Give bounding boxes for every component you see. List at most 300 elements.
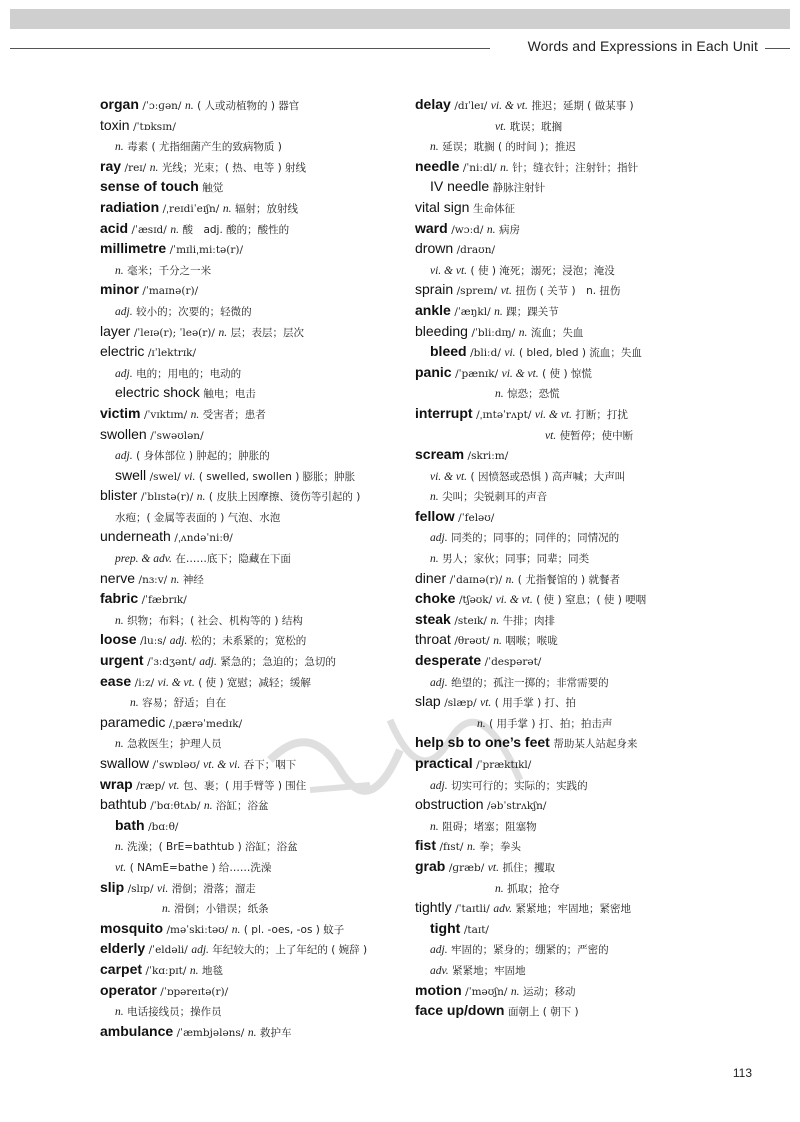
vocab-line bbox=[415, 691, 755, 712]
part-of-speech: n. bbox=[115, 1006, 124, 1019]
vocab-line bbox=[415, 321, 755, 342]
phonetic: /ˈblɪstə(r)/ bbox=[140, 491, 194, 504]
vocab-line bbox=[415, 362, 755, 383]
phonetic: /ɡræb/ bbox=[448, 861, 485, 874]
part-of-speech: adj. bbox=[430, 676, 448, 689]
vocab-line bbox=[415, 1000, 755, 1021]
vocab-line bbox=[100, 877, 430, 898]
vocab-line bbox=[415, 815, 755, 836]
headword: interrupt bbox=[415, 404, 473, 421]
gloss: 生命体征 bbox=[472, 202, 515, 215]
headword: layer bbox=[100, 322, 131, 339]
part-of-speech: n. bbox=[500, 161, 509, 174]
gloss: 紧紧地；牢固地；紧密地 bbox=[515, 903, 631, 916]
header-rule-left bbox=[10, 48, 490, 49]
header-rule-right bbox=[765, 48, 790, 49]
part-of-speech: vt. bbox=[500, 285, 512, 298]
vocab-line bbox=[415, 835, 755, 856]
phonetic: /taɪt/ bbox=[463, 923, 489, 936]
part-of-speech: n. bbox=[203, 800, 213, 813]
part-of-speech: n. bbox=[493, 635, 502, 648]
part-of-speech: vt. bbox=[495, 120, 507, 133]
gloss: 阻碍；堵塞；阻塞物 bbox=[442, 820, 537, 833]
phonetic: /ˌpærəˈmedɪk/ bbox=[168, 717, 243, 730]
part-of-speech: n. bbox=[149, 161, 159, 174]
vocab-line bbox=[100, 279, 430, 300]
gloss: ( 人或动植物的 ) 器官 bbox=[197, 100, 300, 112]
gloss: 尖叫；尖锐刺耳的声音 bbox=[442, 491, 548, 504]
headword: ambulance bbox=[100, 1022, 174, 1039]
part-of-speech: n. bbox=[189, 964, 199, 977]
headword: diner bbox=[415, 569, 447, 586]
part-of-speech: n. bbox=[430, 820, 439, 833]
part-of-speech: n. bbox=[115, 264, 124, 277]
vocab-line bbox=[415, 218, 755, 239]
gloss: 年纪较大的；上了年纪的 ( 婉辞 ) bbox=[212, 944, 368, 957]
headword: choke bbox=[415, 590, 456, 607]
vocab-line bbox=[100, 671, 430, 692]
part-of-speech: n. bbox=[510, 985, 520, 998]
vocab-line bbox=[415, 547, 755, 568]
phonetic: /draʊn/ bbox=[456, 244, 495, 257]
vocab-line bbox=[100, 980, 430, 1001]
gloss: ( 使 ) 宽慰；减轻；缓解 bbox=[198, 676, 311, 689]
phonetic: /ˈvɪktɪm/ bbox=[143, 408, 188, 421]
vocab-line bbox=[100, 547, 430, 568]
vocab-line bbox=[415, 485, 755, 506]
vocab-line bbox=[415, 465, 755, 486]
vocab-line bbox=[415, 444, 755, 465]
vocab-line bbox=[100, 1021, 430, 1042]
vocab-line bbox=[415, 609, 755, 630]
vocab-line bbox=[415, 403, 755, 424]
phonetic: /skriːm/ bbox=[467, 450, 509, 463]
part-of-speech: vi. bbox=[157, 882, 169, 895]
vocab-line bbox=[100, 568, 430, 589]
gloss: ( 用手掌 ) 打、拍；拍击声 bbox=[489, 717, 613, 730]
headword: electric shock bbox=[115, 384, 200, 401]
phonetic: /ˈleɪə(r); ˈleə(r)/ bbox=[133, 326, 215, 339]
gloss: 耽误；耽搁 bbox=[509, 120, 563, 133]
headword: millimetre bbox=[100, 240, 167, 257]
phonetic: /nɜːv/ bbox=[138, 573, 168, 586]
vocab-line bbox=[415, 197, 755, 218]
headword: paramedic bbox=[100, 713, 166, 730]
vocab-line bbox=[415, 753, 755, 774]
vocab-line bbox=[100, 341, 430, 362]
headword: grab bbox=[415, 857, 446, 874]
headword: wrap bbox=[100, 775, 133, 792]
part-of-speech: n. bbox=[170, 223, 179, 236]
headword: IV needle bbox=[430, 178, 490, 195]
vocab-line bbox=[100, 938, 430, 959]
headword: ray bbox=[100, 157, 122, 174]
gloss: ( 使 ) 惊慌 bbox=[542, 367, 592, 380]
headword: ease bbox=[100, 672, 132, 689]
part-of-speech: vi. & vt. bbox=[534, 408, 572, 421]
headword: drown bbox=[415, 240, 454, 257]
phonetic: /spreɪn/ bbox=[456, 285, 498, 298]
headword: needle bbox=[415, 157, 460, 174]
vocab-line bbox=[100, 959, 430, 980]
gloss: 牢固的；紧身的；绷紧的；严密的 bbox=[451, 944, 609, 957]
gloss: 浴缸；浴盆 bbox=[215, 800, 269, 813]
gloss: 抓住；攫取 bbox=[502, 861, 555, 874]
vocab-line bbox=[415, 629, 755, 650]
phonetic: /ˈniːdl/ bbox=[462, 161, 497, 174]
gloss: 紧紧地；牢固地 bbox=[452, 964, 526, 977]
vocab-line bbox=[415, 732, 755, 753]
phonetic: /tʃəʊk/ bbox=[458, 594, 493, 607]
part-of-speech: n. bbox=[130, 697, 139, 710]
part-of-speech: n. bbox=[477, 717, 486, 730]
gloss: 包、裹；( 用手臂等 ) 围住 bbox=[183, 779, 307, 792]
phonetic: /ˈswɒləʊ/ bbox=[152, 759, 200, 771]
phonetic: /slæp/ bbox=[444, 697, 477, 710]
gloss: 运动；移动 bbox=[523, 985, 576, 998]
phonetic: /slɪp/ bbox=[127, 882, 154, 895]
part-of-speech: vi. & vt. bbox=[490, 100, 528, 112]
vocab-column-left bbox=[100, 94, 430, 1041]
headword: elderly bbox=[100, 940, 146, 957]
vocab-line bbox=[100, 238, 430, 259]
vocab-line bbox=[415, 959, 755, 980]
gloss: 触电；电击 bbox=[203, 388, 256, 401]
gloss: 流血；失血 bbox=[530, 326, 584, 339]
header-band bbox=[10, 9, 790, 29]
vocab-line bbox=[415, 568, 755, 589]
headword: delay bbox=[415, 96, 451, 112]
phonetic: /ˈfeləʊ/ bbox=[458, 511, 495, 524]
gloss: 推迟；延期 ( 做某事 ) bbox=[531, 100, 634, 112]
part-of-speech: adj. bbox=[115, 367, 133, 380]
gloss: 织物；布料；( 社会、机构等的 ) 结构 bbox=[127, 614, 303, 627]
vocab-line bbox=[100, 197, 430, 218]
vocab-line bbox=[415, 650, 755, 671]
part-of-speech: vt. & vi. bbox=[203, 759, 241, 771]
gloss: 打断；打扰 bbox=[575, 408, 628, 421]
vocab-line bbox=[100, 691, 430, 712]
part-of-speech: vt. bbox=[168, 779, 180, 792]
part-of-speech: n. bbox=[222, 202, 232, 215]
headword: tightly bbox=[415, 899, 452, 916]
phonetic: /ˈdespərət/ bbox=[484, 656, 542, 669]
headword: mosquito bbox=[100, 919, 163, 936]
part-of-speech: n. bbox=[115, 141, 124, 154]
vocab-line bbox=[100, 465, 430, 486]
headword: bleeding bbox=[415, 322, 468, 339]
part-of-speech: vi. & vt. bbox=[501, 367, 539, 380]
phonetic: /ˈbɑːθtʌb/ bbox=[150, 800, 201, 813]
part-of-speech: n. bbox=[170, 573, 180, 586]
part-of-speech: n. bbox=[486, 223, 496, 236]
headword: bathtub bbox=[100, 796, 147, 813]
headword: vital sign bbox=[415, 198, 470, 215]
phonetic: /ˈmaɪnə(r)/ bbox=[142, 285, 199, 298]
phonetic: /ˈbliːdɪŋ/ bbox=[471, 326, 516, 339]
vocab-line bbox=[100, 115, 430, 136]
phonetic: /swel/ bbox=[149, 470, 181, 483]
gloss: ( 使 ) 淹死；溺死；浸泡；淹没 bbox=[470, 264, 615, 277]
gloss: 容易；舒适；自在 bbox=[142, 697, 227, 710]
headword: face up/down bbox=[415, 1002, 505, 1019]
vocab-line bbox=[100, 1000, 430, 1021]
vocab-line bbox=[415, 238, 755, 259]
headword: nerve bbox=[100, 569, 136, 586]
vocab-line bbox=[100, 403, 430, 424]
vocab-line bbox=[415, 980, 755, 1001]
part-of-speech: vt. bbox=[487, 861, 499, 874]
phonetic: /ˈpænɪk/ bbox=[455, 367, 499, 380]
part-of-speech: adj. bbox=[115, 450, 133, 463]
vocab-line bbox=[100, 526, 430, 547]
gloss: ( 使 ) 窒息；( 使 ) 哽咽 bbox=[536, 594, 647, 607]
part-of-speech: n. bbox=[115, 614, 124, 627]
page-number: 113 bbox=[732, 1066, 752, 1080]
phonetic: /steɪk/ bbox=[454, 614, 487, 627]
gloss: ( 因愤怒或恐惧 ) 高声喊；大声叫 bbox=[470, 470, 626, 483]
headword: urgent bbox=[100, 652, 144, 669]
vocab-line bbox=[100, 753, 430, 774]
headword: electric bbox=[100, 343, 145, 360]
phonetic: /ˈæsɪd/ bbox=[131, 223, 167, 236]
headword: ward bbox=[415, 219, 448, 236]
vocab-line bbox=[415, 506, 755, 527]
vocab-line bbox=[100, 650, 430, 671]
headword: radiation bbox=[100, 198, 160, 215]
part-of-speech: vt. bbox=[545, 429, 557, 442]
headword: blister bbox=[100, 487, 138, 504]
part-of-speech: adj. bbox=[199, 656, 217, 669]
gloss: 牛排；肉排 bbox=[502, 614, 556, 627]
vocab-line bbox=[415, 588, 755, 609]
part-of-speech: vi. bbox=[504, 347, 516, 360]
vocab-line bbox=[415, 382, 755, 403]
vocab-line bbox=[415, 279, 755, 300]
vocab-line bbox=[100, 815, 430, 836]
headword: carpet bbox=[100, 960, 143, 977]
part-of-speech: n. bbox=[505, 573, 515, 586]
vocab-line bbox=[415, 94, 755, 115]
headword: loose bbox=[100, 631, 137, 648]
phonetic: /ˌreɪdiˈeɪʃn/ bbox=[162, 202, 220, 215]
gloss: 绝望的；孤注一掷的；非常需要的 bbox=[451, 676, 609, 689]
headword: acid bbox=[100, 219, 129, 236]
gloss: 地毯 bbox=[202, 964, 224, 977]
gloss: 洗澡；( BrE=bathtub ) 浴缸；浴盆 bbox=[127, 841, 298, 854]
vocab-line bbox=[415, 300, 755, 321]
part-of-speech: adj. bbox=[430, 779, 448, 792]
headword: organ bbox=[100, 96, 139, 112]
headword: throat bbox=[415, 631, 451, 648]
part-of-speech: n. bbox=[115, 738, 124, 751]
gloss: ( pl. -oes, -os ) 蚊子 bbox=[243, 923, 345, 936]
phonetic: /ˈæŋkl/ bbox=[454, 305, 491, 318]
phonetic: /məˈskiːtəʊ/ bbox=[166, 923, 229, 936]
phonetic: /θrəʊt/ bbox=[454, 635, 490, 648]
gloss: 男人；家伙；同事；同辈；同类 bbox=[442, 553, 590, 566]
gloss: 延误；耽搁 ( 的时间 )；推迟 bbox=[442, 141, 576, 154]
headword: slip bbox=[100, 878, 125, 895]
phonetic: /əbˈstrʌkʃn/ bbox=[486, 800, 547, 813]
gloss: 同类的；同事的；同伴的；同情况的 bbox=[451, 532, 620, 545]
vocab-line bbox=[100, 362, 430, 383]
part-of-speech: n. bbox=[184, 100, 194, 112]
phonetic: /luːs/ bbox=[140, 635, 167, 648]
gloss: 酸 adj. 酸的；酸性的 bbox=[182, 223, 290, 236]
headword: practical bbox=[415, 755, 473, 771]
vocab-line bbox=[100, 609, 430, 630]
gloss: ( 身体部位 ) 肿起的；肿胀的 bbox=[136, 450, 270, 463]
part-of-speech: n. bbox=[190, 408, 200, 421]
headword: slap bbox=[415, 693, 441, 710]
headword: swallow bbox=[100, 755, 150, 771]
phonetic: /ɪˈlektrɪk/ bbox=[147, 347, 197, 360]
part-of-speech: n. bbox=[518, 326, 528, 339]
gloss: 咽喉；喉咙 bbox=[505, 635, 558, 648]
part-of-speech: vt. bbox=[480, 697, 492, 710]
gloss: 拳；拳头 bbox=[479, 841, 522, 854]
headword: operator bbox=[100, 981, 157, 998]
part-of-speech: adj. bbox=[169, 635, 188, 648]
vocab-line bbox=[415, 897, 755, 918]
part-of-speech: n. bbox=[430, 553, 439, 566]
gloss: 帮助某人站起身来 bbox=[553, 738, 638, 751]
vocab-line bbox=[100, 732, 430, 753]
phonetic: /ˈæmbjələns/ bbox=[176, 1026, 245, 1039]
vocab-line bbox=[100, 94, 430, 115]
vocab-line bbox=[100, 794, 430, 815]
gloss: 在……底下；隐藏在下面 bbox=[175, 553, 291, 566]
part-of-speech: vi. & vt. bbox=[430, 470, 468, 483]
gloss: 毫米；千分之一米 bbox=[127, 264, 212, 277]
gloss: 松的；未系紧的；宽松的 bbox=[190, 635, 307, 648]
vocab-line bbox=[415, 774, 755, 795]
phonetic: /ˈmɪliˌmiːtə(r)/ bbox=[169, 244, 244, 257]
headword: toxin bbox=[100, 116, 130, 133]
vocab-line bbox=[100, 506, 430, 527]
vocab-line bbox=[415, 794, 755, 815]
vocab-line bbox=[100, 135, 430, 156]
phonetic: /ˈɒpəreɪtə(r)/ bbox=[160, 985, 229, 998]
phonetic: /ˈpræktɪkl/ bbox=[476, 759, 532, 771]
vocab-line bbox=[415, 526, 755, 547]
gloss: 使暂停；使中断 bbox=[559, 429, 634, 442]
vocab-line bbox=[415, 712, 755, 733]
gloss: 毒素 ( 尤指细菌产生的致病物质 ) bbox=[127, 141, 282, 154]
headword: swell bbox=[115, 466, 147, 483]
gloss: ( 用手掌 ) 打、拍 bbox=[494, 697, 577, 710]
gloss: 病房 bbox=[499, 223, 521, 236]
gloss: 电话接线员；操作员 bbox=[127, 1006, 222, 1019]
headword: scream bbox=[415, 446, 465, 463]
vocab-line bbox=[100, 629, 430, 650]
vocab-line bbox=[100, 897, 430, 918]
gloss: ( NAmE=bathe ) 给……洗澡 bbox=[129, 861, 272, 874]
gloss: 吞下；咽下 bbox=[243, 759, 297, 771]
phonetic: /bɑːθ/ bbox=[148, 820, 179, 833]
part-of-speech: n. bbox=[196, 491, 206, 504]
part-of-speech: n. bbox=[430, 491, 439, 504]
headword: fellow bbox=[415, 507, 455, 524]
headword: tight bbox=[430, 919, 461, 936]
vocab-line bbox=[100, 218, 430, 239]
phonetic: /ˈɜːdʒənt/ bbox=[147, 656, 196, 669]
phonetic: /iːz/ bbox=[134, 676, 155, 689]
headword: help sb to one’s feet bbox=[415, 734, 550, 751]
gloss: 水疱；( 金属等表面的 ) 气泡、水泡 bbox=[115, 511, 281, 524]
vocab-line bbox=[100, 424, 430, 445]
vocab-line bbox=[100, 156, 430, 177]
phonetic: /ˈɔːɡən/ bbox=[142, 100, 182, 112]
headword: fabric bbox=[100, 590, 139, 607]
vocab-line bbox=[415, 259, 755, 280]
part-of-speech: n. bbox=[430, 141, 439, 154]
headword: sense of touch bbox=[100, 178, 199, 195]
gloss: 层；表层；层次 bbox=[230, 326, 305, 339]
vocab-line bbox=[100, 444, 430, 465]
gloss: 踝；踝关节 bbox=[506, 305, 559, 318]
vocab-line bbox=[100, 485, 430, 506]
vocab-line bbox=[100, 712, 430, 733]
headword: panic bbox=[415, 363, 452, 380]
headword: underneath bbox=[100, 528, 171, 545]
phonetic: /ˈtɒksɪn/ bbox=[133, 120, 176, 133]
part-of-speech: n. bbox=[247, 1026, 257, 1039]
vocab-line bbox=[100, 835, 430, 856]
vocab-line bbox=[100, 176, 430, 197]
part-of-speech: adj. bbox=[191, 944, 209, 957]
headword: swollen bbox=[100, 425, 147, 442]
gloss: 抓取；抢夺 bbox=[507, 882, 560, 895]
vocab-column-right bbox=[415, 94, 755, 1021]
gloss: 切实可行的；实际的；实践的 bbox=[451, 779, 588, 792]
gloss: 紧急的；急迫的；急切的 bbox=[220, 656, 336, 669]
part-of-speech: n. bbox=[162, 903, 171, 916]
part-of-speech: n. bbox=[218, 326, 228, 339]
gloss: ( 尤指餐馆的 ) 就餐者 bbox=[517, 573, 620, 586]
vocab-line bbox=[415, 135, 755, 156]
gloss: 面朝上 ( 朝下 ) bbox=[507, 1006, 579, 1019]
part-of-speech: n. bbox=[466, 841, 476, 854]
headword: obstruction bbox=[415, 796, 484, 813]
phonetic: /ˈswəʊlən/ bbox=[150, 429, 204, 442]
part-of-speech: n. bbox=[495, 882, 504, 895]
part-of-speech: vt. bbox=[115, 861, 127, 874]
headword: ankle bbox=[415, 301, 451, 318]
vocab-line bbox=[415, 671, 755, 692]
vocab-line bbox=[415, 877, 755, 898]
phonetic: /ˈkɑːpɪt/ bbox=[145, 964, 187, 977]
gloss: 神经 bbox=[182, 573, 204, 586]
headword: motion bbox=[415, 981, 462, 998]
part-of-speech: n. bbox=[490, 614, 500, 627]
phonetic: /ˈeldəli/ bbox=[148, 944, 188, 957]
gloss: 静脉注射针 bbox=[492, 182, 546, 195]
gloss: ( 皮肤上因摩擦、烫伤等引起的 ) bbox=[208, 491, 361, 504]
phonetic: /ˈfæbrɪk/ bbox=[141, 594, 187, 607]
gloss: 辐射；放射线 bbox=[234, 202, 298, 215]
page-header-title: Words and Expressions in Each Unit bbox=[527, 38, 758, 54]
vocab-line bbox=[415, 938, 755, 959]
vocab-line bbox=[415, 856, 755, 877]
phonetic: /ˌɪntəˈrʌpt/ bbox=[476, 408, 532, 421]
gloss: ( bled, bled ) 流血；失血 bbox=[519, 347, 642, 360]
vocab-line bbox=[100, 588, 430, 609]
vocab-line bbox=[100, 856, 430, 877]
vocab-line bbox=[415, 176, 755, 197]
vocab-line bbox=[100, 382, 430, 403]
